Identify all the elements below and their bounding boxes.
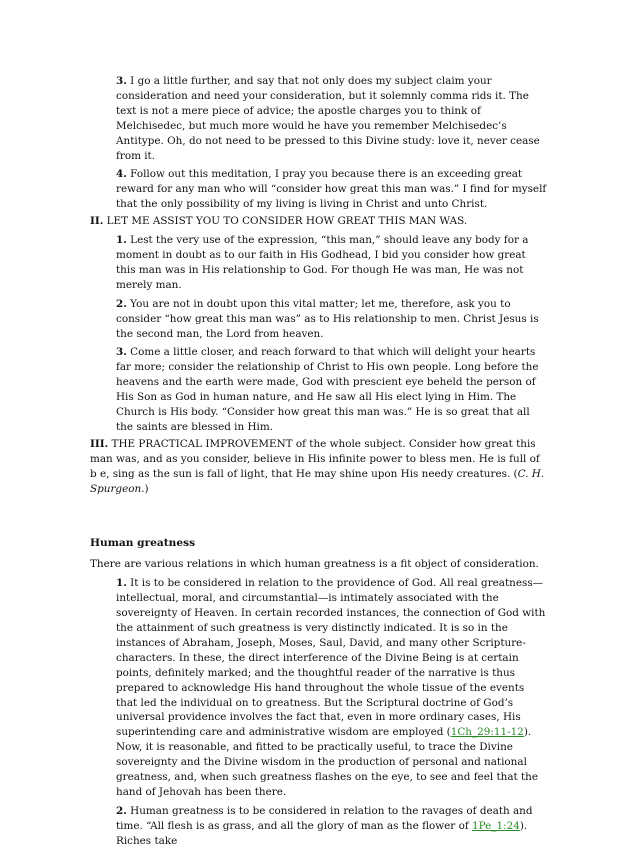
- item-number: 4.: [116, 168, 127, 181]
- paragraph-text-tail: ). Now, it is reasonable, and fitted to be practically useful, to trace the Divine sovereignty and the Divine wisdom in the production of personal and national greatness, and, when such greatness flashes on the eye, to see and feel that the hand of Jehovah has been there.: [116, 726, 539, 798]
- paragraph-text: It is to be considered in relation to the providence of God. All real greatness—intellectual, moral, and circumstantial—is intimately associated with the sovereignty of Heaven. In certain recorded instances, the connection of God with the attainment of such greatness is very distinctly indicated. It is so in the instances of Abraham, Joseph, Moses, Saul, David, and many other Scripture-characters. In these, the direct interference of the Divine Being is at certain points, definitely marked; and the thoughtful reader of the narrative is thus prepared to acknowledge His hand throughout the whole tissue of the events that led the individual on to greatness. But the Scriptural doctrine of God’s universal providence involves the fact that, even in more ordinary cases, His superintending care and administrative wisdom are employed (: [116, 577, 546, 739]
- scripture-link[interactable]: 1Pe_1:24: [472, 819, 520, 832]
- item-number: 1.: [116, 234, 127, 247]
- item-number: 3.: [116, 75, 127, 87]
- roman-numeral: II.: [90, 215, 104, 228]
- item-number: 2.: [116, 804, 127, 817]
- section-intro: There are various relations in which human greatness is a fit object of consideration.: [90, 558, 539, 571]
- section-title: Human greatness: [90, 537, 196, 550]
- paragraph-text: Come a little closer, and reach forward to that which will delight your hearts far more; consider the relationship of Christ to His own people. Long before the heavens and the earth were made, God with prescient eye beheld the person of His Son as God in human nature, and He saw all His elect lying in Him. The Church is His body. “Consider how great this man was.” He is so great that all the saints are blessed in Him.: [116, 346, 539, 433]
- section-paragraph-1: [90, 576, 548, 800]
- scripture-link[interactable]: 1Ch_29:11-12: [450, 726, 524, 739]
- paragraph-ii-3: [90, 345, 548, 434]
- paragraph-3: [90, 74, 548, 163]
- heading-text: LET ME ASSIST YOU TO CONSIDER HOW GREAT THIS MAN WAS.: [106, 215, 468, 228]
- item-number: 2.: [116, 297, 127, 310]
- item-number: 1.: [116, 577, 127, 590]
- heading-ii: [90, 214, 548, 229]
- citation-tail: .): [141, 482, 149, 495]
- heading-iii: [90, 437, 548, 497]
- author-citation: C. H. Spurgeon: [90, 467, 545, 495]
- paragraph-text-tail: ). Riches take: [116, 819, 528, 847]
- paragraph-text: Human greatness is to be considered in relation to the ravages of death and time. “All flesh is as grass, and all the glory of man as the flower of: [116, 804, 533, 832]
- paragraph-4: [90, 167, 548, 212]
- paragraph-ii-2: [90, 297, 548, 342]
- section-paragraph-2: [90, 804, 548, 849]
- item-number: 3.: [116, 346, 127, 359]
- paragraph-text: THE PRACTICAL IMPROVEMENT of the whole subject. Consider how great this man was, and as you consider, believe in His infinite power to bless men. He is full of b e, sing as the sun is fall of light, that He may shine upon His needy creatures. (: [90, 437, 540, 480]
- paragraph-text: You are not in doubt upon this vital matter; let me, therefore, ask you to consider “how great this man was” as to His relationship to men. Christ Jesus is the second man, the Lord from heaven.: [116, 297, 539, 340]
- paragraph-text: I go a little further, and say that not only does my subject claim your consideration and need your consideration, but it solemnly comma rids it. The text is not a mere piece of advice; the apostle charges you to think of Melchisedec, but much more would he have you remember Melchisedec’s Antitype. Oh, do not need to be pressed to this Divine study: love it, never cease from it.: [116, 75, 540, 162]
- paragraph-ii-1: [90, 233, 548, 293]
- roman-numeral: III.: [90, 437, 109, 450]
- paragraph-text: Lest the very use of the expression, “this man,” should leave any body for a moment in doubt as to our faith in His Godhead, I bid you consider how great this man was in His relationship to God. For though He was man, He was not merely man.: [116, 234, 529, 291]
- paragraph-text: Follow out this meditation, I pray you because there is an exceeding great reward for any man who will “consider how great this man was.” I find for myself that the only possibility of my living is living in Christ and unto Christ.: [116, 168, 547, 211]
